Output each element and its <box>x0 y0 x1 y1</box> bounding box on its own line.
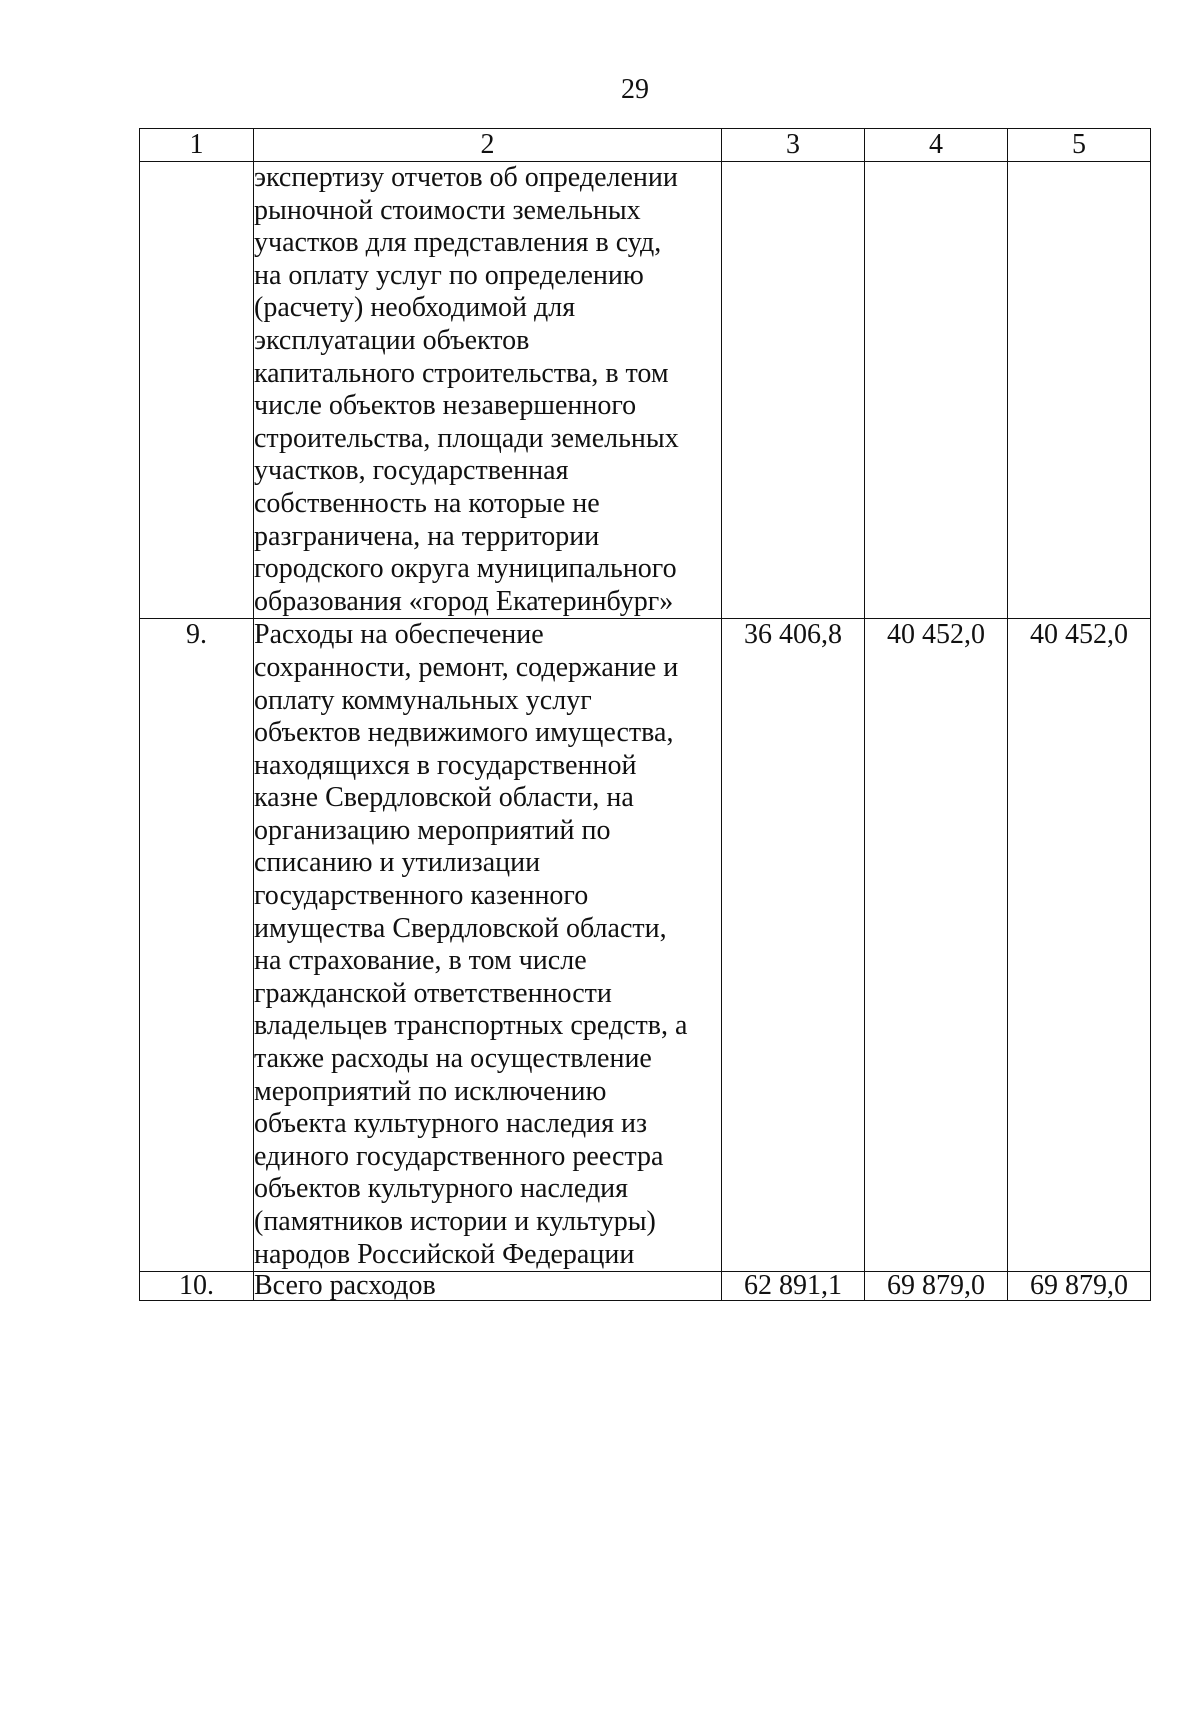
description-line: городского округа муниципального <box>254 553 677 585</box>
description-line: участков, государственная <box>254 455 569 487</box>
value-col-4: 40 452,0 <box>865 619 1008 1272</box>
description-line: объекта культурного наследия из <box>254 1108 648 1140</box>
description-line: казне Свердловской области, на <box>254 782 634 814</box>
description-line: владельцев транспортных средств, а <box>254 1010 688 1042</box>
description-line: (памятников истории и культуры) <box>254 1206 656 1237</box>
total-label: Всего расходов <box>254 1272 722 1301</box>
table-row-continuation <box>140 162 1151 619</box>
description-line: имущества Свердловской области, <box>254 912 667 944</box>
description-line: рыночной стоимости земельных <box>254 194 641 226</box>
row-description <box>254 162 722 619</box>
total-value-col-3: 62 891,1 <box>722 1272 865 1301</box>
description-line: объектов культурного наследия <box>254 1173 629 1205</box>
header-cell-3: 3 <box>722 129 865 162</box>
description-line: строительства, площади земельных <box>254 422 679 454</box>
description-line: мероприятий по исключению <box>254 1075 607 1107</box>
header-cell-4: 4 <box>865 129 1008 162</box>
expenses-table <box>139 128 1151 1301</box>
description-line: экспертизу отчетов об определении <box>254 162 678 193</box>
description-line: гражданской ответственности <box>254 977 612 1009</box>
value-col-4 <box>865 162 1008 619</box>
description-line: Расходы на обеспечение <box>254 619 544 651</box>
description-line: объектов недвижимого имущества, <box>254 717 674 749</box>
row-number: 10. <box>140 1272 254 1301</box>
description-line: организацию мероприятий по <box>254 814 611 846</box>
description-line: государственного казенного <box>254 880 589 912</box>
description-line: участков для представления в суд, <box>254 227 662 259</box>
description-line: находящихся в государственной <box>254 749 637 781</box>
page-number: 29 <box>621 74 649 105</box>
description-line: оплату коммунальных услуг <box>254 684 592 716</box>
value-col-5 <box>1008 162 1151 619</box>
description-line: разграничена, на территории <box>254 520 600 552</box>
description-line: капитального строительства, в том <box>254 357 669 389</box>
description-line: эксплуатации объектов <box>254 324 530 356</box>
value-col-5: 40 452,0 <box>1008 619 1151 1272</box>
description-line: сохранности, ремонт, содержание и <box>254 651 679 683</box>
description-line: списанию и утилизации <box>254 847 541 879</box>
description-line: также расходы на осуществление <box>254 1043 652 1075</box>
table-row-9 <box>140 619 1151 1272</box>
header-cell-5: 5 <box>1008 129 1151 162</box>
description-line: собственность на которые не <box>254 487 600 519</box>
value-col-3: 36 406,8 <box>722 619 865 1272</box>
row-number <box>140 162 254 619</box>
description-line: числе объектов незавершенного <box>254 390 637 422</box>
row-number: 9. <box>140 619 254 1272</box>
row-description <box>254 619 722 1272</box>
table-header-row <box>140 129 1151 162</box>
description-line: на страхование, в том числе <box>254 945 587 977</box>
description-line: (расчету) необходимой для <box>254 292 576 324</box>
header-cell-2: 2 <box>254 129 722 162</box>
table-row-10 <box>140 1272 1151 1301</box>
total-value-col-5: 69 879,0 <box>1008 1272 1151 1301</box>
total-value-col-4: 69 879,0 <box>865 1272 1008 1301</box>
description-line: единого государственного реестра <box>254 1140 664 1172</box>
description-line: образования «город Екатеринбург» <box>254 585 674 617</box>
header-cell-1: 1 <box>140 129 254 162</box>
description-line: народов Российской Федерации <box>254 1238 635 1270</box>
description-line: на оплату услуг по определению <box>254 259 644 291</box>
value-col-3 <box>722 162 865 619</box>
